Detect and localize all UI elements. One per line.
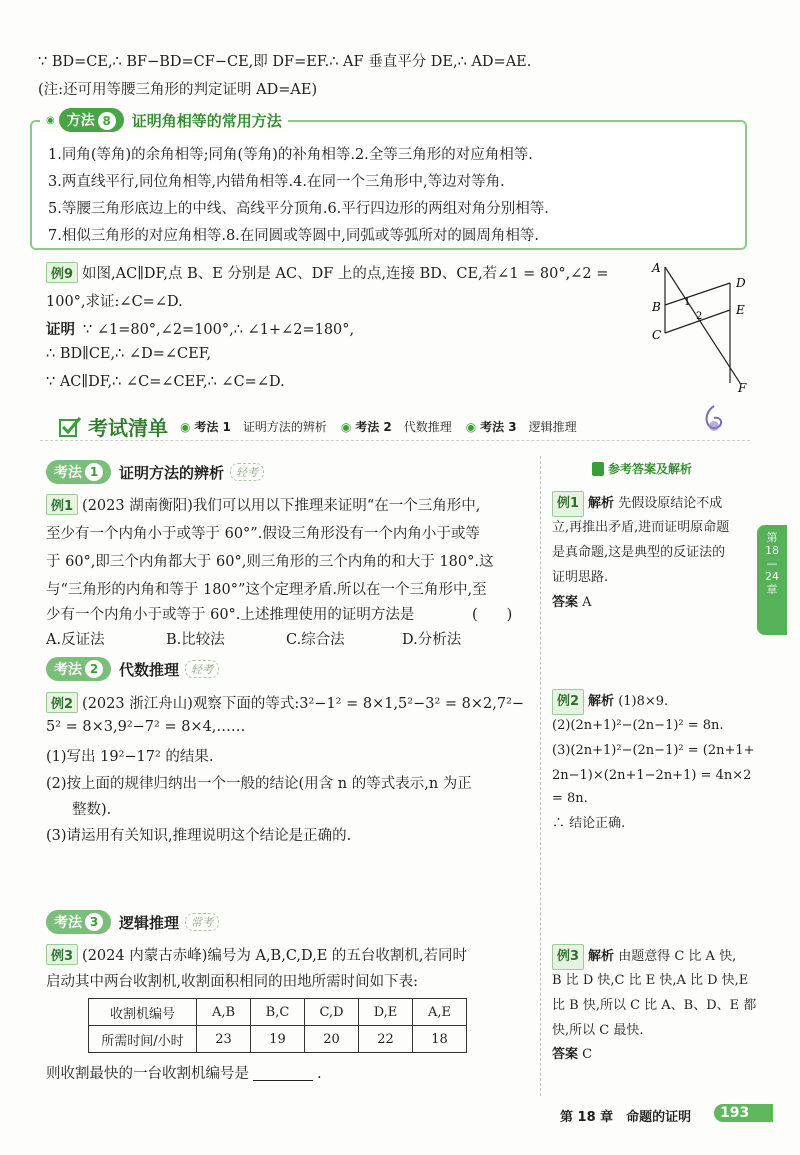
method-line-4: 7.相似三角形的对应角相等.8.在同圆或等圆中,同弧或等弧所对的圆周角相等. (48, 228, 539, 244)
example9-tag: 例9 (46, 262, 78, 283)
bullet-icon: ◉ (46, 114, 55, 126)
proof-continuation-line: ∵ BD=CE,∴ BF−BD=CF−CE,即 DF=EF.∴ AF 垂直平分 DE,∴ AD=AE. (38, 54, 532, 70)
proof-note-line: (注:还可用等腰三角形的判定证明 AD=AE) (38, 82, 318, 98)
divider (40, 440, 750, 441)
angle-1-label: 1 (684, 297, 691, 308)
method-line-2: 3.两直线平行,同位角相等,内错角相等.4.在同一个三角形中,等边对等角. (48, 174, 505, 190)
answers-header: 参考答案及解析 (592, 460, 692, 477)
answer3-line2: B 比 D 快,C 比 E 快,A 比 D 快,E (552, 973, 749, 988)
answer1-answer: 答案 A (552, 595, 592, 610)
exam-item-3[interactable]: ◉ 考法 3 逻辑推理 (465, 420, 577, 434)
kaofa3-line1: 例3 (2024 内蒙古赤峰)编号为 A,B,C,D,E 的五台收割机,若同时 (46, 944, 467, 965)
label-a: A (652, 261, 661, 275)
kaofa2-heading: 代数推理 (119, 660, 180, 679)
method-title (40, 108, 288, 132)
kaofa2-q2-cont: 整数). (72, 802, 112, 818)
answer2-line3: (3)(2n+1)²−(2n−1)² = (2n+1+ (552, 743, 755, 758)
kaofa3-heading: 逻辑推理 (119, 913, 180, 932)
example9-line2: 100°,求证:∠C=∠D. (46, 294, 183, 310)
kaofa1-option-c[interactable]: C.综合法 (286, 632, 345, 648)
kaofa2-q3: (3)请运用有关知识,推理说明这个结论是正确的. (46, 828, 352, 844)
kaofa1-heading: 证明方法的辨析 (119, 463, 225, 482)
answer3-line1: 例3 解析 由题意得 C 比 A 快, (552, 944, 736, 970)
line-af (665, 267, 740, 383)
line-bd (665, 283, 730, 305)
page-number: 193 (714, 1104, 773, 1122)
kaofa3-level: 常考 (185, 913, 219, 931)
kaofa1-badge: 考法 1 (46, 460, 111, 484)
kaofa1-line3: 于 60°,即三个内角都大于 60°,则三角形的三个内角的和大于 180°.这 (46, 554, 494, 570)
table-row: 所需时间/小时 23 19 20 22 18 (89, 1026, 467, 1053)
kaofa3-line2: 启动其中两台收割机,收割面积相同的田地所需时间如下表: (46, 974, 418, 990)
kaofa1-line5: 少有一个内角小于或等于 60°.上述推理使用的证明方法是 (46, 607, 415, 623)
kaofa1-option-a[interactable]: A.反证法 (46, 632, 105, 648)
kaofa1-line2: 至少有一个内角小于或等于 60°”.假设三角形没有一个内角小于或等 (46, 526, 480, 542)
kaofa2-badge: 考法 2 (46, 657, 111, 681)
answer2-line2: (2)(2n+1)²−(2n−1)² = 8n. (552, 718, 724, 733)
answer1-line4: 证明思路. (552, 570, 609, 585)
decorative-swirl-icon (702, 404, 726, 434)
method-badge: 方法 8 (59, 108, 124, 132)
kaofa3-header (46, 910, 219, 934)
kaofa3-badge: 考法 3 (46, 910, 111, 934)
answer-blank[interactable] (253, 1080, 313, 1081)
answer2-line5: = 8n. (552, 791, 588, 806)
kaofa2-level: 轻考 (185, 660, 219, 678)
answer1-line2: 立,再推出矛盾,进而证明原命题 (552, 520, 730, 535)
label-f: F (738, 381, 747, 395)
footer-chapter: 第 18 章 命题的证明 (560, 1110, 692, 1125)
answer2-line6: ∴ 结论正确. (552, 816, 626, 831)
label-c: C (652, 328, 662, 342)
exam-item-1[interactable]: ◉ 考法 1 证明方法的辨析 (180, 420, 327, 434)
answer3-answer: 答案 C (552, 1047, 593, 1062)
label-b: B (652, 300, 661, 314)
label-d: D (736, 276, 746, 290)
kaofa2-q2: (2)按上面的规律归纳出一个一般的结论(用含 n 的等式表示,n 为正 (46, 776, 472, 792)
exam-list-header (58, 412, 577, 441)
answer3-line4: 快,所以 C 最快. (552, 1023, 644, 1038)
method-heading: 证明角相等的常用方法 (131, 111, 282, 130)
example9-proof3: ∵ AC∥DF,∴ ∠C=∠CEF,∴ ∠C=∠D. (46, 374, 285, 390)
example9-proof1: 证明 ∵ ∠1=80°,∠2=100°,∴ ∠1+∠2=180°, (46, 322, 355, 338)
kaofa1-line1: 例1 (2023 湖南衡阳)我们可以用以下推理来证明“在一个三角形中, (46, 494, 480, 515)
example9-proof2: ∴ BD∥CE,∴ ∠D=∠CEF, (46, 346, 212, 362)
exam-list-title: 考试清单 (88, 416, 168, 440)
kaofa2-header (46, 657, 219, 681)
table-header-row: 收割机编号 A,B B,C C,D D,E A,E (89, 999, 467, 1026)
answer2-line1: 例2 解析 (1)8×9. (552, 689, 668, 715)
answer3-line3: 比 B 快,所以 C 比 A、B、D、E 都 (552, 998, 757, 1013)
chapter-tab[interactable]: 第 18 — 24 章 (757, 525, 787, 635)
kaofa2-line2: 5² = 8×3,9²−7² = 8×4,…… (46, 719, 246, 735)
kaofa2-q1: (1)写出 19²−17² 的结果. (46, 749, 214, 765)
answer1-line1: 例1 解析 先假设原结论不成 (552, 491, 722, 517)
method-line-3: 5.等腰三角形底边上的中线、高线平分顶角.6.平行四边形的两组对角分别相等. (48, 201, 549, 217)
kaofa3-question: 则收割最快的一台收割机编号是 . (46, 1066, 322, 1082)
key-icon (592, 462, 604, 476)
method-line-1: 1.同角(等角)的余角相等;同角(等角)的补角相等.2.全等三角形的对应角相等. (48, 147, 533, 163)
answer1-line3: 是真命题,这是典型的反证法的 (552, 545, 726, 560)
geometry-figure (640, 255, 760, 395)
kaofa1-option-b[interactable]: B.比较法 (166, 632, 225, 648)
kaofa2-line1: 例2 (2023 浙江舟山)观察下面的等式:3²−1² = 8×1,5²−3² = 8×2,7²− (46, 692, 524, 713)
kaofa1-header (46, 460, 264, 484)
kaofa1-answer-paren: ( ) (472, 607, 513, 623)
kaofa1-line4: 与“三角形的内角和等于 180°”这个定理矛盾.所以在一个三角形中,至 (46, 582, 487, 598)
answer2-line4: 2n−1)×(2n+1−2n+1) = 4n×2 (552, 768, 752, 783)
checkbox-icon (58, 415, 84, 439)
exam-list-items (180, 418, 577, 435)
kaofa1-option-d[interactable]: D.分析法 (402, 632, 462, 648)
exam-item-2[interactable]: ◉ 考法 2 代数推理 (340, 420, 452, 434)
example9-line1: 例9 如图,AC∥DF,点 B、E 分别是 AC、DF 上的点,连接 BD、CE,若∠1 = 80°,∠2 = (46, 262, 608, 283)
harvester-table (88, 998, 467, 1053)
angle-2-label: 2 (696, 311, 703, 322)
label-e: E (736, 303, 745, 317)
kaofa1-level: 轻考 (230, 463, 264, 481)
